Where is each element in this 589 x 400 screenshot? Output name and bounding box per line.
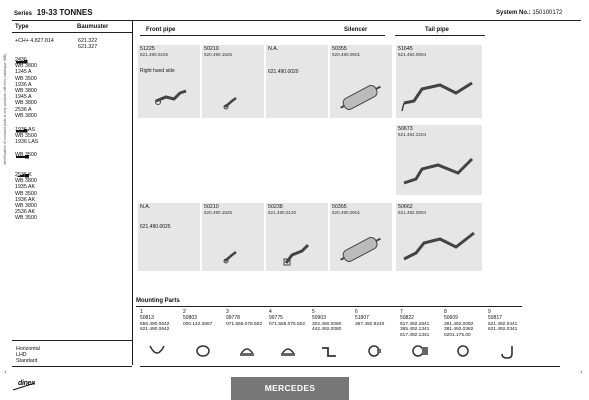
type-line: WB 3800 bbox=[15, 112, 37, 119]
part-code: 50662 bbox=[398, 204, 413, 210]
type-line: 1935 AK bbox=[15, 184, 36, 191]
type-group-0 bbox=[15, 38, 54, 44]
clamp-icon bbox=[365, 344, 383, 358]
part-code: 50210 bbox=[204, 46, 219, 52]
type-header-rule bbox=[12, 32, 132, 33]
system-label: System No.: bbox=[496, 10, 531, 16]
part-code: 50355 bbox=[332, 46, 347, 52]
mount-idx: 6 bbox=[355, 309, 358, 315]
mount-ref: 071.555.075.502 bbox=[269, 321, 306, 327]
mount-code: 50822 bbox=[400, 315, 414, 322]
baumuster-list bbox=[78, 38, 97, 50]
col-baumuster: Baumuster bbox=[77, 24, 109, 30]
mount-part-5[interactable] bbox=[312, 310, 341, 333]
dinex-logo bbox=[12, 380, 38, 392]
flex-pipe-drawing bbox=[222, 95, 240, 111]
mount-code: 99775 bbox=[269, 315, 283, 322]
header-rule bbox=[12, 20, 581, 21]
mount-part-7[interactable] bbox=[400, 310, 429, 338]
mount-code: 50609 bbox=[444, 315, 458, 322]
mount-ref: 071.555.078.502 bbox=[226, 321, 263, 327]
part-ref: 621.490.0120 bbox=[268, 210, 297, 215]
series-header bbox=[14, 9, 93, 18]
part-box-50662[interactable] bbox=[396, 203, 482, 271]
part-ref: 621.490.0225 bbox=[140, 52, 169, 57]
logo-text: dinex bbox=[18, 380, 35, 387]
part-code: N.A. bbox=[140, 204, 151, 210]
series-label: Series bbox=[14, 11, 33, 17]
part-box-51645[interactable] bbox=[396, 45, 482, 118]
mount-part-6[interactable] bbox=[355, 310, 384, 327]
mount-part-4[interactable] bbox=[269, 310, 305, 327]
type-group-0-line-0: +CH+ 4.827.814 bbox=[15, 38, 54, 44]
baumuster-code-1: 621.327 bbox=[78, 44, 98, 51]
mount-ref: 621.492.0341 bbox=[488, 327, 518, 333]
flex-pipe-drawing bbox=[222, 249, 240, 265]
mount-ref: 302.490.0080 bbox=[312, 321, 342, 327]
part-box-50210-b[interactable] bbox=[202, 203, 264, 271]
part-box-50355-b[interactable] bbox=[330, 203, 392, 271]
mount-idx: 5 bbox=[312, 309, 315, 315]
mount-ref: 442.492.0080 bbox=[312, 327, 342, 333]
part-code: 50355 bbox=[332, 204, 347, 210]
part-box-na-2[interactable] bbox=[138, 203, 200, 271]
type-line: WB 3800 bbox=[15, 63, 37, 70]
spec-rule bbox=[12, 340, 132, 341]
type-column-divider bbox=[132, 20, 133, 365]
spec-version: Standard bbox=[16, 358, 38, 365]
mount-ref: 385.492.1341 bbox=[400, 327, 430, 333]
mount-ref: 621.492.0441 bbox=[488, 321, 518, 327]
mount-ref: 367.492.8240 bbox=[355, 321, 385, 327]
part-ref: 620.490.1625 bbox=[204, 52, 233, 57]
tail-pipe-drawing bbox=[400, 225, 478, 267]
mount-code: 50813 bbox=[140, 315, 154, 322]
front-pipe-drawing bbox=[154, 87, 190, 107]
part-value: 621.490.0020 bbox=[268, 69, 299, 75]
col-front-pipe: Front pipe bbox=[146, 27, 176, 33]
mount-ref: 621.490.0642 bbox=[140, 327, 170, 333]
mount-code: 99778 bbox=[226, 315, 240, 322]
type-line: WB 3500 bbox=[15, 215, 37, 222]
mount-ref: 0201.175.00 bbox=[444, 332, 471, 338]
type-line: 1936 AK bbox=[15, 196, 36, 203]
mount-idx: 7 bbox=[400, 309, 403, 315]
part-box-na-1[interactable] bbox=[266, 45, 328, 118]
mount-code: 51807 bbox=[355, 315, 369, 322]
hanger-icon bbox=[498, 344, 516, 360]
mount-code: 50817 bbox=[488, 315, 502, 322]
mount-idx: 1 bbox=[140, 309, 143, 315]
mount-idx: 8 bbox=[444, 309, 447, 315]
type-line: WB 3800 bbox=[15, 88, 37, 95]
col-type: Type bbox=[15, 24, 29, 30]
part-value: 621.490.0025 bbox=[140, 224, 171, 230]
brand-footer: MERCEDES bbox=[231, 377, 349, 400]
mount-idx: 3 bbox=[226, 309, 229, 315]
tail-pipe-drawing bbox=[400, 149, 478, 191]
spec-list bbox=[16, 346, 40, 365]
mount-code: 50803 bbox=[183, 315, 197, 322]
type-line: WB 3500 bbox=[15, 152, 37, 158]
mounting-title: Mounting Parts bbox=[136, 298, 180, 304]
mount-part-3[interactable] bbox=[226, 310, 262, 327]
part-code: N.A. bbox=[268, 46, 279, 52]
type-line: 1936 LAS bbox=[15, 139, 39, 146]
type-line: 2536 A bbox=[15, 106, 32, 113]
type-line: 1936 A bbox=[15, 81, 32, 88]
bottom-rule-left bbox=[12, 366, 132, 367]
silencer-drawing bbox=[336, 81, 386, 113]
clamp-icon bbox=[410, 344, 430, 358]
part-ref: 621.492.2204 bbox=[398, 132, 427, 137]
mount-ref: 000.142.3657 bbox=[183, 321, 213, 327]
type-line: WB 3800 bbox=[15, 100, 37, 107]
type-line: 1936 AS bbox=[15, 127, 36, 133]
part-code: 51645 bbox=[398, 46, 413, 52]
baumuster-code-0: 621.322 bbox=[78, 38, 98, 44]
tail-header-rule bbox=[395, 35, 485, 36]
mount-ref: 381.492.0382 bbox=[444, 327, 474, 333]
front-pipe-drawing bbox=[282, 241, 312, 267]
tail-pipe-drawing bbox=[400, 71, 478, 115]
system-number bbox=[496, 10, 562, 17]
mounting-rule bbox=[136, 306, 522, 307]
side-note-text: Identification of exhaust parts is only possible with this catalogue (MB) bbox=[3, 53, 7, 165]
series-value: 19-33 TONNES bbox=[36, 8, 93, 17]
front-header-rule bbox=[140, 35, 385, 36]
ring-icon bbox=[195, 344, 211, 358]
part-box-50210[interactable] bbox=[202, 45, 264, 118]
silencer-drawing bbox=[336, 233, 386, 265]
mount-ref: 381.492.0082 bbox=[444, 321, 474, 327]
type-line: 2536 K bbox=[15, 172, 32, 178]
mount-part-8[interactable] bbox=[444, 310, 473, 338]
spec-drive: LHD bbox=[16, 352, 27, 359]
part-code: 51225 bbox=[140, 46, 155, 52]
part-box-50355[interactable] bbox=[330, 45, 392, 118]
type-group-2 bbox=[15, 127, 38, 146]
part-code: 50238 bbox=[268, 204, 283, 210]
type-line: 1945 A bbox=[15, 94, 32, 101]
side-note bbox=[3, 53, 7, 166]
type-group-2-tail bbox=[15, 152, 37, 158]
mount-idx: 9 bbox=[488, 309, 491, 315]
mount-code: 50903 bbox=[312, 315, 326, 322]
clamp-icon bbox=[238, 344, 256, 358]
type-group-1 bbox=[15, 57, 37, 119]
part-ref: 621.492.0804 bbox=[398, 210, 427, 215]
part-box-51225[interactable] bbox=[138, 45, 200, 118]
page-mark-left: 1 bbox=[4, 369, 7, 374]
type-line: WB 3500 bbox=[15, 75, 37, 82]
mount-part-9[interactable] bbox=[488, 310, 517, 333]
part-ref: 620.490.0601 bbox=[332, 52, 361, 57]
mount-ref: 655.490.0642 bbox=[140, 321, 170, 327]
part-note: Right hand side bbox=[140, 68, 175, 74]
part-code: 50210 bbox=[204, 204, 219, 210]
system-value: 150100172 bbox=[532, 10, 563, 16]
clamp-icon bbox=[279, 344, 297, 358]
mount-part-2[interactable] bbox=[183, 310, 212, 327]
type-line: WB 3500 bbox=[15, 190, 37, 197]
mount-idx: 2 bbox=[183, 309, 186, 315]
type-line: 2536 AK bbox=[15, 209, 36, 216]
mount-ref: 617.492.1341 bbox=[400, 332, 430, 338]
page-mark-right: 1 bbox=[580, 369, 583, 374]
clamp-icon bbox=[148, 344, 166, 358]
bracket-icon bbox=[320, 344, 338, 358]
part-box-50238[interactable] bbox=[266, 203, 328, 271]
part-ref: 620.490.1625 bbox=[204, 210, 233, 215]
part-ref: 621.492.0904 bbox=[398, 52, 427, 57]
col-silencer: Silencer bbox=[344, 27, 368, 33]
type-line: WB 3500 bbox=[15, 133, 37, 140]
part-ref: 620.490.0601 bbox=[332, 210, 361, 215]
type-line: 2436 bbox=[15, 57, 27, 63]
type-line: WB 3800 bbox=[15, 203, 37, 210]
col-tail-pipe: Tail pipe bbox=[425, 27, 449, 33]
type-line: 1245 A bbox=[15, 69, 32, 76]
mount-part-1[interactable] bbox=[140, 310, 169, 333]
type-group-3 bbox=[15, 172, 37, 222]
spec-orientation: Horizontal bbox=[16, 346, 40, 352]
clamp-icon bbox=[454, 344, 472, 358]
mount-idx: 4 bbox=[269, 309, 272, 315]
bottom-rule bbox=[140, 366, 560, 367]
mount-ref: 617.492.2841 bbox=[400, 321, 430, 327]
part-code: 50673 bbox=[398, 126, 413, 132]
type-line: WB 3800 bbox=[15, 178, 37, 185]
part-box-50673[interactable] bbox=[396, 125, 482, 195]
